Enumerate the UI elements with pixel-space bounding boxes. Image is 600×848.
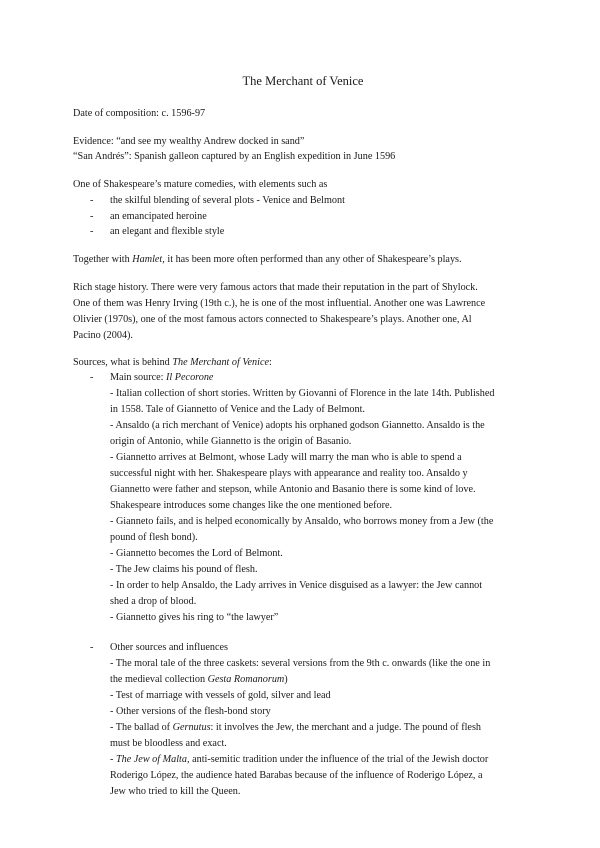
- marriage-test-line: - Test of marriage with vessels of gold, silver and lead: [110, 690, 331, 701]
- main-source-line: successful night with her. Shakespeare plays with appearance and reality too. Ansaldo y: [110, 468, 468, 479]
- malta-line-2: Roderigo López, the audience hated Barabas because of the influence of Roderigo López, a: [110, 770, 483, 781]
- stage-history-line-4: Pacino (2004).: [73, 330, 133, 341]
- main-source-line: - The Jew claims his pound of flesh.: [110, 564, 258, 575]
- malta-line-3: Jew who tried to kill the Queen.: [110, 786, 241, 797]
- malta-dash: -: [110, 754, 116, 765]
- malta-line-1: [110, 752, 488, 768]
- stage-history-line-2: One of them was Henry Irving (19th c.), he is one of the most influential. Another one was Lawrence: [73, 298, 486, 309]
- main-source-line: shed a drop of blood.: [110, 596, 197, 607]
- comedies-item-1: the skilful blending of several plots - Venice and Belmont: [110, 195, 345, 206]
- main-source-dash: -: [90, 372, 94, 383]
- main-source-line: - Italian collection of short stories. Written by Giovanni of Florence in the late 14th. Published: [110, 388, 495, 399]
- caskets-line-2-after: ): [284, 674, 288, 685]
- hamlet-paragraph: [73, 252, 462, 268]
- bullet-dash: -: [90, 195, 94, 206]
- main-source-line: - Giannetto arrives at Belmont, whose Lady will marry the man who is able to spend a: [110, 452, 462, 463]
- main-source-line: - Gianneto fails, and is helped economically by Ansaldo, who borrows money from a Jew (the: [110, 516, 494, 527]
- bullet-dash: -: [90, 226, 94, 237]
- gesta-romanorum-title: Gesta Romanorum: [207, 674, 285, 685]
- main-source-line: - In order to help Ansaldo, the Lady arrives in Venice disguised as a lawyer: the Jew cannot: [110, 580, 483, 591]
- sources-heading: [73, 355, 272, 371]
- main-source-line: in 1558. Tale of Giannetto of Venice and the Lady of Belmont.: [110, 404, 365, 415]
- main-source-line: pound of flesh bond).: [110, 532, 198, 543]
- other-sources-label: Other sources and influences: [110, 642, 228, 653]
- other-sources-dash: -: [90, 642, 94, 653]
- gernutus-title: Gernutus: [172, 722, 211, 733]
- ballad-before: - The ballad of: [110, 722, 173, 733]
- flesh-bond-line: - Other versions of the flesh-bond story: [110, 706, 271, 717]
- page-title: The Merchant of Venice: [242, 74, 364, 88]
- stage-history-line-3: Olivier (1970s), one of the most famous actors connected to Shakespeare’s plays. Another one, Al: [73, 314, 472, 325]
- ballad-line-1: [110, 720, 481, 736]
- hamlet-title: Hamlet: [132, 254, 163, 265]
- main-source-line: Giannetto were father and stepson, while Antonio and Basanio there is some kind of love.: [110, 484, 476, 495]
- main-source-label: [110, 370, 213, 386]
- caskets-line-1: - The moral tale of the three caskets: several versions from the 9th c. onwards (like the one in: [110, 658, 491, 669]
- evidence-line-1: Evidence: “and see my wealthy Andrew docked in sand”: [73, 136, 305, 147]
- comedies-intro: One of Shakespeare’s mature comedies, with elements such as: [73, 179, 328, 190]
- main-source-line: - Giannetto becomes the Lord of Belmont.: [110, 548, 283, 559]
- ballad-line-2: must be bloodless and exact.: [110, 738, 227, 749]
- sources-heading-title: The Merchant of Venice: [172, 357, 269, 368]
- caskets-line-2-before: the medieval collection: [110, 674, 208, 685]
- sources-heading-before: Sources, what is behind: [73, 357, 173, 368]
- main-source-line: Shakespeare introduces some changes like the one mentioned before.: [110, 500, 393, 511]
- ballad-after: : it involves the Jew, the merchant and a judge. The pound of flesh: [210, 722, 482, 733]
- comedies-item-2: an emancipated heroine: [110, 211, 207, 222]
- main-source-line: - Ansaldo (a rich merchant of Venice) adopts his orphaned godson Giannetto. Ansaldo is the: [110, 420, 485, 431]
- jew-of-malta-title: The Jew of Malta: [115, 754, 187, 765]
- main-source-line: - Giannetto gives his ring to “the lawyer”: [110, 612, 279, 623]
- sources-heading-after: :: [268, 357, 272, 368]
- bullet-dash: -: [90, 211, 94, 222]
- malta-after: , anti-semitic tradition under the influence of the trial of the Jewish doctor: [186, 754, 489, 765]
- main-source-line: origin of Antonio, while Giannetto is the origin of Basanio.: [110, 436, 352, 447]
- main-source-label-before: Main source:: [110, 372, 167, 383]
- date-of-composition: Date of composition: c. 1596-97: [73, 108, 206, 119]
- comedies-item-3: an elegant and flexible style: [110, 226, 225, 237]
- hamlet-before: Together with: [73, 254, 133, 265]
- stage-history-line-1: Rich stage history. There were very famous actors that made their reputation in the part of Shylock.: [73, 282, 478, 293]
- hamlet-after: , it has been more often performed than any other of Shakespeare’s plays.: [162, 254, 462, 265]
- evidence-line-2: “San Andrés”: Spanish galleon captured by an English expedition in June 1596: [73, 151, 396, 162]
- caskets-line-2: [110, 672, 288, 688]
- main-source-title: Il Pecorone: [166, 372, 214, 383]
